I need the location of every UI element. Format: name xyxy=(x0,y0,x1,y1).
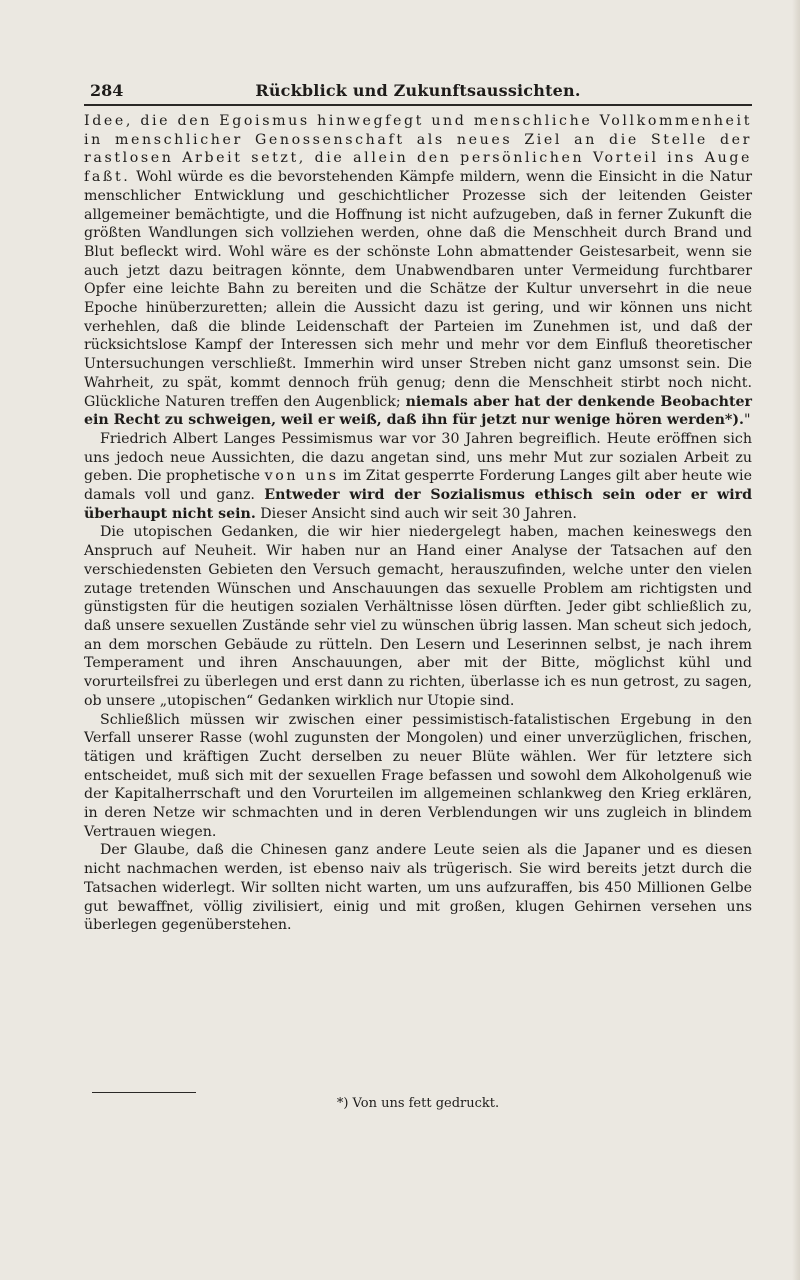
closing-quote: " xyxy=(743,412,751,429)
paragraph-text: Wohl würde es die bevorstehenden Kämpfe mildern, wenn die Einsicht in die Natur menschlicher Entwicklung und geschichtlicher Prozesse sich der leitenden Geister allgemeiner bemächtigte, und die Hoffnung ist nicht aufzugeben, daß in ferner Zukunft die größten Wandlungen sich vollziehen werden, ohne daß die Menschheit durch Brand und Blut befleckt wird. Wohl wäre es der schönste Lohn abmattender Geistesarbeit, wenn sie auch jetzt dazu beitragen könnte, dem Unabwendbaren unter Vermeidung furchtbarer Opfer eine leichte Bahn zu bereiten und die Schätze der Kultur unversehrt in die neue Epoche hinüberzuretten; allein die Aussicht dazu ist gering, und wir können uns nicht verhehlen, daß die blinde Leidenschaft der Parteien im Zunehmen ist, und daß der rücksichtslose Kampf der Interessen sich mehr und mehr vor dem Einfluß theoretischer Untersuchungen verschließt. Immerhin wird unser Streben nicht ganz umsonst sein. Die Wahrheit, zu spät, kommt dennoch früh genug; denn die Menschheit stirbt noch nicht. Glückliche Naturen treffen den Augenblick; xyxy=(84,169,752,410)
footnote-rule xyxy=(92,1092,196,1093)
header-rule xyxy=(84,104,752,106)
paragraph-4: Schließlich müssen wir zwischen einer pessimistisch-fatalistischen Ergebung in den Verfall unserer Rasse (wohl zugunsten der Mongolen) und einer unverzüglichen, frischen, tätigen und kräftigen Zucht derselben zu neuer Blüte wählen. Wer für letztere sich entscheidet, muß sich mit der sexuellen Frage befassen und sowohl dem Alkoholgenuß wie der Kapitalherrschaft und den Vorurteilen im allgemeinen schlankweg den Krieg erklären, in deren Netze wir schmachten und in deren Verblendungen wir uns zugleich in blindem Vertrauen wiegen. xyxy=(84,711,752,840)
paragraph-1 xyxy=(84,112,752,430)
paragraph-text: Dieser Ansicht sind auch wir seit 30 Jahren. xyxy=(255,505,577,522)
bold-emphasis: niemals aber hat der denkende Beobachter ein Recht zu schweigen, weil er weiß, daß ihn für jetzt nur wenige hören werden*). xyxy=(84,393,752,429)
footnote: *) Von uns fett gedruckt. xyxy=(336,1096,500,1111)
paragraph-3: Die utopischen Gedanken, die wir hier niedergelegt haben, machen keineswegs den Anspruch auf Neuheit. Wir haben nur an Hand einer Analyse der Tatsachen auf den verschiedensten Gebieten den Versuch gemacht, herauszufinden, welche unter den vielen zutage tretenden Wünschen und Anschauungen das sexuelle Problem am richtigsten und günstigsten für die heutigen sozialen Verhältnisse lösen dürften. Jeder gibt schließlich zu, daß unsere sexuellen Zustände sehr viel zu wünschen übrig lassen. Man scheut sich jedoch, an dem morschen Gebäude zu rütteln. Den Lesern und Leserinnen selbst, je nach ihrem Temperament und ihren Anschauungen, aber mit der Bitte, möglichst kühl und vorurteilsfrei zu überlegen und erst dann zu richten, überlasse ich es nun getrost, zu sagen, ob unsere „utopischen“ Gedanken wirklich nur Utopie sind. xyxy=(84,524,752,709)
page-header xyxy=(84,78,752,104)
page-edge-shadow xyxy=(792,0,800,1280)
spaced-emphasis: Idee, die den Egoismus hinwegfegt und menschliche Vollkommenheit in menschlicher Genossenschaft als neues Ziel an die Stelle der rastlosen Arbeit setzt, die allein den persönlichen Vorteil ins Auge faßt. xyxy=(84,113,752,186)
paragraph-2 xyxy=(84,430,752,524)
paragraph-5: Der Glaube, daß die Chinesen ganz andere Leute seien als die Japaner und es diesen nicht nachmachen werden, ist ebenso naiv als trügerisch. Sie wird bereits jetzt durch die Tatsachen widerlegt. Wir sollten nicht warten, um uns aufzuraffen, bis 450 Millionen Gelbe gut bewaffnet, völlig zivilisiert, einig und mit großen, klugen Gehirnen versehen uns überlegen gegenüberstehen. xyxy=(84,842,752,934)
paragraph-text: im Zitat gesperrte Forderung Langes gilt aber heute wie damals voll und ganz. xyxy=(84,468,752,504)
running-title: Rückblick und Zukunftsaussichten. xyxy=(255,81,581,100)
page-body xyxy=(84,112,752,935)
bold-emphasis: Entweder wird der Sozialismus ethisch sein oder er wird überhaupt nicht sein. xyxy=(84,487,752,522)
page-number: 284 xyxy=(90,81,124,100)
paragraph-text: Friedrich Albert Langes Pessimismus war vor 30 Jahren begreiflich. Heute eröffnen sich uns jedoch neue Aussichten, die dazu angetan sind, uns mehr Mut zur sozialen Arbeit zu geben. Die prophetische xyxy=(84,430,752,485)
spaced-emphasis: von uns xyxy=(264,468,339,485)
